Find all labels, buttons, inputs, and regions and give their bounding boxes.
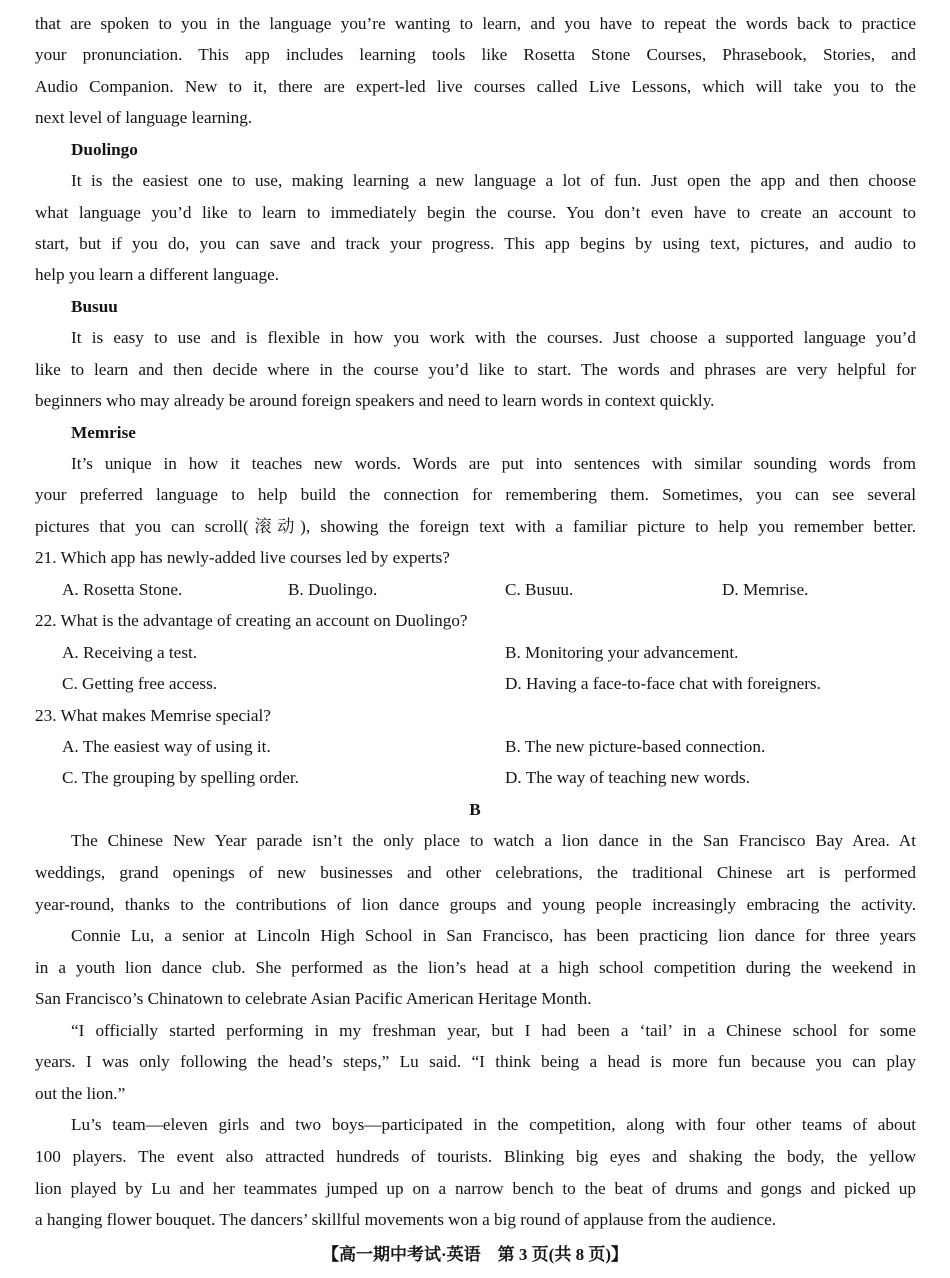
passage-b-p3-line: years. I was only following the head’s steps,” Lu said. “I think being a head is more fun because you can play (35, 1052, 916, 1071)
question-23-option-d[interactable]: D. The way of teaching new words. (505, 768, 751, 787)
passage-b-p4-line: lion played by Lu and her teammates jumped up on a narrow bench to the beat of drums and gongs and picked up (35, 1179, 916, 1198)
duolingo-line: what language you’d like to learn to immediately begin the course. You don’t even have to create an account to (35, 203, 916, 222)
passage-b-p1-line: The Chinese New Year parade isn’t the only place to watch a lion dance in the San Francisco Bay Area. At (71, 831, 916, 850)
passage-b-p3-line: out the lion.” (35, 1084, 126, 1103)
passage-b-p2-line: Connie Lu, a senior at Lincoln High School in San Francisco, has been practicing lion dance for three years (71, 926, 916, 945)
question-23-option-b[interactable]: B. The new picture-based connection. (505, 737, 766, 756)
duolingo-line: help you learn a different language. (35, 265, 280, 284)
memrise-line: pictures that you can scroll(滚动), showing the foreign text with a familiar picture to help you remember better. (35, 517, 916, 536)
passage-a-intro-line: next level of language learning. (35, 108, 253, 127)
question-22-stem: 22. What is the advantage of creating an account on Duolingo? (35, 611, 468, 630)
question-21-option-a[interactable]: A. Rosetta Stone. (62, 580, 183, 599)
question-21-stem: 21. Which app has newly-added live courses led by experts? (35, 548, 450, 567)
duolingo-line: start, but if you do, you can save and track your progress. This app begins by using text, pictures, and audio to (35, 234, 916, 253)
memrise-heading: Memrise (71, 423, 136, 442)
question-21-option-b[interactable]: B. Duolingo. (288, 580, 378, 599)
busuu-line: It is easy to use and is flexible in how you work with the courses. Just choose a supported language you’d (71, 328, 916, 347)
question-22-option-b[interactable]: B. Monitoring your advancement. (505, 643, 739, 662)
passage-b-p4-line: a hanging flower bouquet. The dancers’ skillful movements won a big round of applause from the audience. (35, 1210, 777, 1229)
question-23-option-c[interactable]: C. The grouping by spelling order. (62, 768, 299, 787)
question-22-option-a[interactable]: A. Receiving a test. (62, 643, 198, 662)
busuu-heading: Busuu (71, 297, 118, 316)
passage-a-intro-line: that are spoken to you in the language you’re wanting to learn, and you have to repeat the words back to practice (35, 14, 916, 33)
passage-a-intro-line: your pronunciation. This app includes learning tools like Rosetta Stone Courses, Phrasebook, Stories, and (35, 45, 916, 64)
passage-b-p4-line: 100 players. The event also attracted hundreds of tourists. Blinking big eyes and shaking the body, the yellow (35, 1147, 916, 1166)
passage-a-intro-line: Audio Companion. New to it, there are expert-led live courses called Live Lessons, which will take you to the (35, 77, 916, 96)
memrise-line: It’s unique in how it teaches new words. Words are put into sentences with similar sounding words from (71, 454, 916, 473)
question-21-option-d[interactable]: D. Memrise. (722, 580, 809, 599)
passage-b-p1-line: weddings, grand openings of new businesses and other celebrations, the traditional Chinese art is performed (35, 863, 916, 882)
question-23-option-a[interactable]: A. The easiest way of using it. (62, 737, 271, 756)
section-b-label: B (469, 800, 481, 819)
question-21-option-c[interactable]: C. Busuu. (505, 580, 574, 599)
question-23-stem: 23. What makes Memrise special? (35, 706, 271, 725)
question-22-option-d[interactable]: D. Having a face-to-face chat with foreigners. (505, 674, 821, 693)
passage-b-p1-line: year-round, thanks to the contributions of lion dance groups and young people increasingly embracing the activity. (35, 895, 916, 914)
busuu-line: beginners who may already be around foreign speakers and need to learn words in context quickly. (35, 391, 715, 410)
memrise-line: your preferred language to help build the connection for remembering them. Sometimes, you can see several (35, 485, 916, 504)
duolingo-heading: Duolingo (71, 140, 138, 159)
duolingo-line: It is the easiest one to use, making learning a new language a lot of fun. Just open the app and then choose (71, 171, 916, 190)
question-22-option-c[interactable]: C. Getting free access. (62, 674, 218, 693)
page-footer: 【高一期中考试·英语 第 3 页(共 8 页)】 (322, 1245, 628, 1264)
passage-b-p4-line: Lu’s team—eleven girls and two boys—participated in the competition, along with four other teams of about (71, 1115, 916, 1134)
busuu-line: like to learn and then decide where in the course you’d like to start. The words and phrases are very helpful for (35, 360, 916, 379)
passage-b-p2-line: in a youth lion dance club. She performed as the lion’s head at a high school competition during the weekend in (35, 958, 916, 977)
passage-b-p2-line: San Francisco’s Chinatown to celebrate Asian Pacific American Heritage Month. (35, 989, 592, 1008)
passage-b-p3-line: “I officially started performing in my freshman year, but I had been a ‘tail’ in a Chinese school for some (71, 1021, 916, 1040)
